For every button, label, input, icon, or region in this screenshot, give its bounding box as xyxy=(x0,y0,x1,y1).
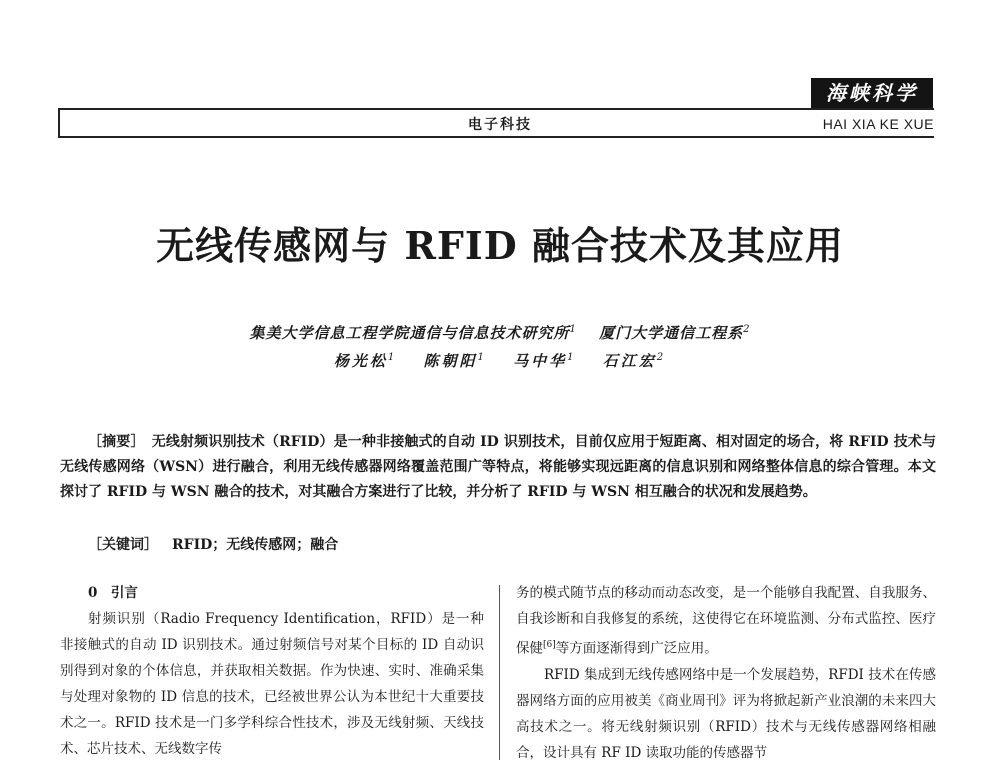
keywords xyxy=(88,534,936,554)
abstract xyxy=(60,430,936,505)
author-mark: 1 xyxy=(567,352,577,363)
header-rule-left xyxy=(58,108,60,138)
header-rule-top xyxy=(58,108,934,110)
paragraph-text: 等方面逐渐得到广泛应用。 xyxy=(555,640,718,657)
author-name: 杨光松 xyxy=(333,352,388,370)
paragraph-text: 务的模式随节点的移动而动态改变，是一个能够自我配置、自我服务、自我诊断和自我修复的系统，这使得它在环境监测、分布式监控、医疗保健 xyxy=(516,585,936,657)
author-list xyxy=(0,350,1000,371)
keywords-text: RFID；无线传感网；融合 xyxy=(172,537,339,553)
paragraph xyxy=(516,580,936,662)
author-name: 陈朝阳 xyxy=(423,352,478,370)
paper-title: 无线传感网与 RFID 融合技术及其应用 xyxy=(156,223,844,268)
author-mark: 1 xyxy=(477,352,487,363)
affiliation-1: 集美大学信息工程学院通信与信息技术研究所 xyxy=(249,324,570,342)
author-mark: 2 xyxy=(656,352,667,363)
affiliation-2-mark: 2 xyxy=(743,324,751,335)
author-name: 石江宏 xyxy=(602,352,657,370)
author-mark: 1 xyxy=(387,352,398,363)
section-heading: 0 引言 xyxy=(88,585,138,601)
section-label: 电子科技 xyxy=(468,117,532,133)
affiliation-2: 厦门大学通信工程系 xyxy=(599,324,744,342)
body-column-left xyxy=(60,580,484,762)
paragraph: 射频识别（Radio Frequency Identification，RFID）是一种非接触式的自动 ID 识别技术。通过射频信号对某个目标的 ID 自动识别得到对象的个体信息，并获取相关数据。作为快速、实时、准确采集与处理对象物的 ID 信息的技术，已经被世界公认为本世纪十大重要技术之一。RFID 技术是一门多学科综合性技术，涉及无线射频、天线技术、芯片技术、无线数字传 xyxy=(60,611,484,757)
header-rule-bottom xyxy=(58,136,934,138)
journal-name-english: HAI XIA KE XUE xyxy=(822,116,934,132)
column-divider xyxy=(499,585,500,760)
affiliations xyxy=(0,322,1000,343)
abstract-text: 无线射频识别技术（RFID）是一种非接触式的自动 ID 识别技术，目前仅应用于短距离、相对固定的场合，将 RFID 技术与无线传感网络（WSN）进行融合，利用无线传感器网络覆盖范围广等特点，将能够实现远距离的信息识别和网络整体信息的综合管理。本文探讨了 RFID 与 WSN 融合的技术，对其融合方案进行了比较，并分析了 RFID 与 WSN 相互融合的状况和发展趋势。 xyxy=(60,434,936,500)
keywords-label: ［关键词］ xyxy=(88,537,158,553)
body-column-right xyxy=(516,580,936,766)
paragraph: RFID 集成到无线传感网络中是一个发展趋势，RFDI 技术在传感器网络方面的应用被美《商业周刊》评为将掀起新产业浪潮的未来四大高技术之一。将无线射频识别（RFID）技术与无线传感器网络相融合，设计具有 RF ID 读取功能的传感器节 xyxy=(516,666,936,761)
author-name: 马中华 xyxy=(513,352,568,370)
journal-name-badge: 海峡科学 xyxy=(811,78,933,108)
abstract-label: ［摘要］ xyxy=(88,434,145,450)
affiliation-1-mark: 1 xyxy=(569,324,577,335)
citation-mark: [6] xyxy=(543,640,556,650)
